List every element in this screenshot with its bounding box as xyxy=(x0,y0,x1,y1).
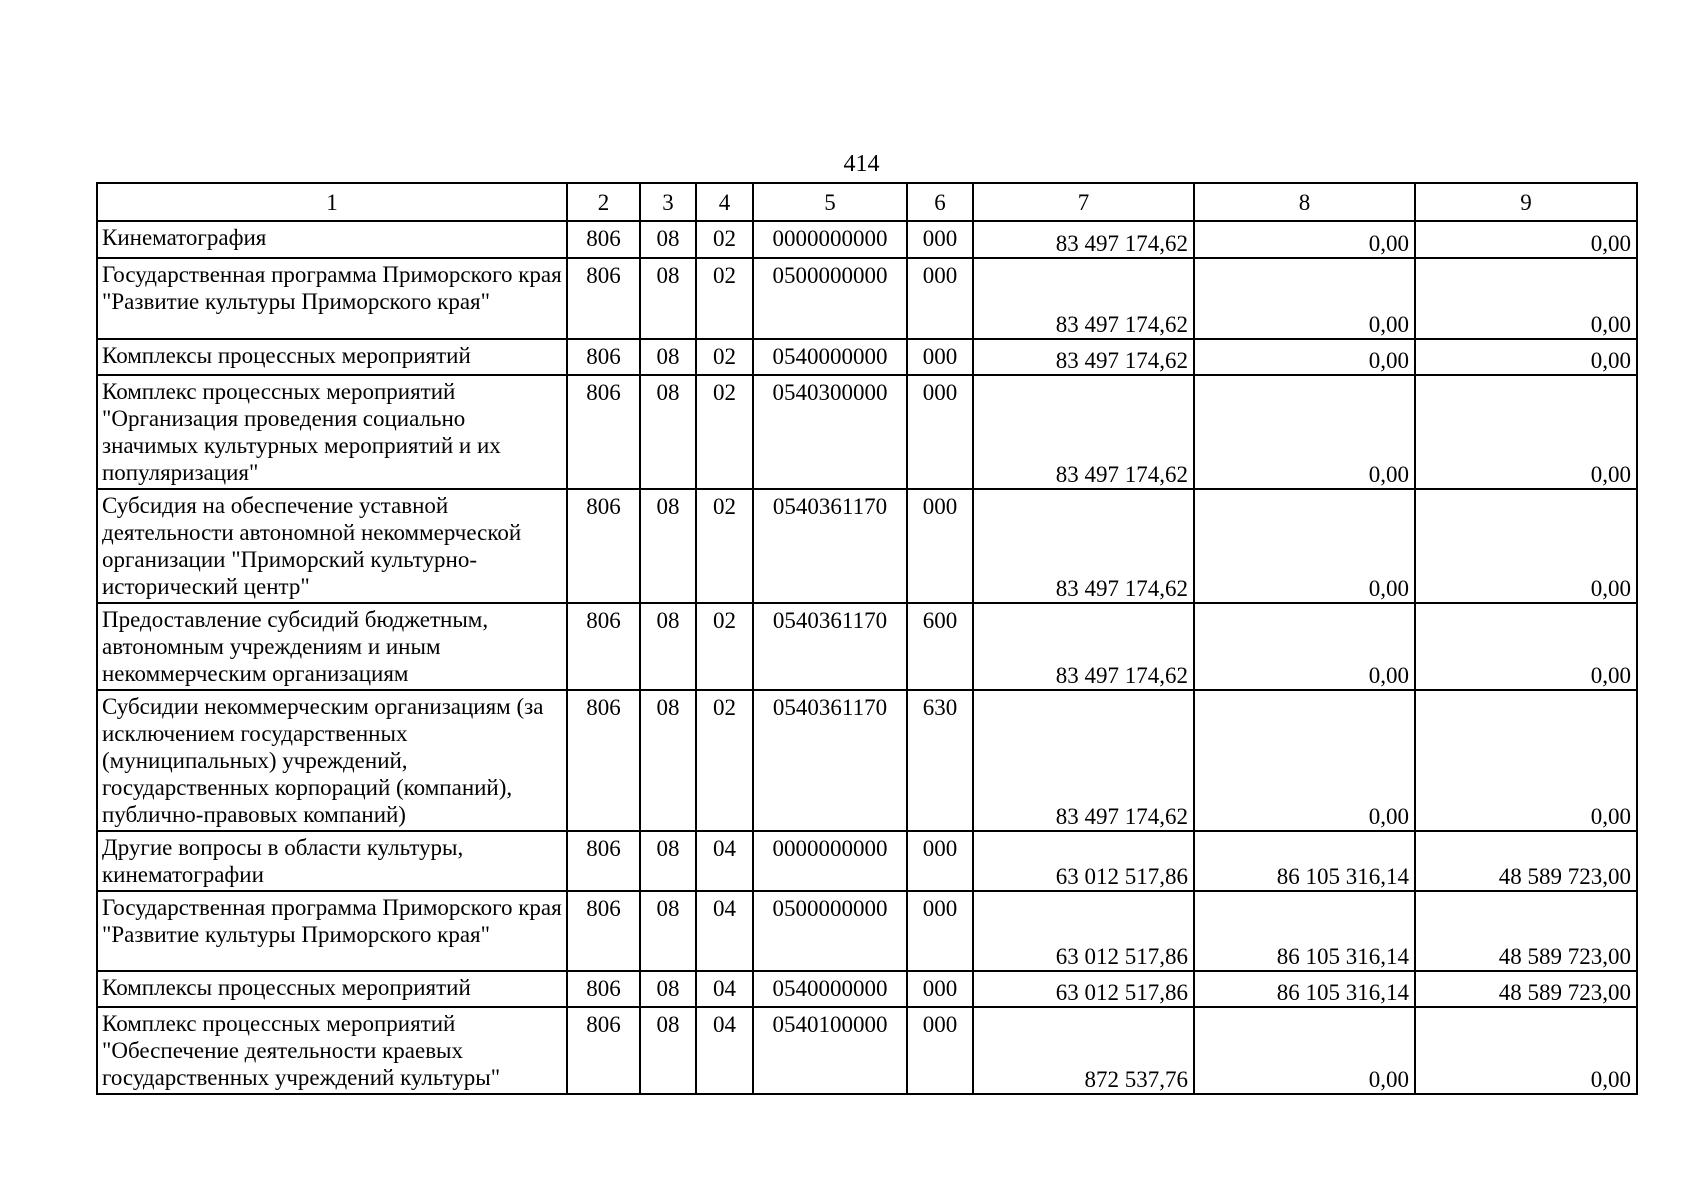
ministry-code-cell: 806 xyxy=(567,831,640,891)
section-code-cell: 08 xyxy=(640,831,696,891)
section-code-cell: 08 xyxy=(640,891,696,971)
section-code-cell: 08 xyxy=(640,375,696,489)
item-name-cell: Субсидии некоммерческим организациям (за исключением государственных (муниципальных) учреждений, государственных корпораций (компаний), публично-правовых компаний) xyxy=(97,690,567,831)
ministry-code-cell: 806 xyxy=(567,221,640,258)
ministry-code-cell: 806 xyxy=(567,375,640,489)
section-code-cell: 08 xyxy=(640,339,696,375)
amount-col8-cell: 0,00 xyxy=(1194,1007,1415,1094)
table-row xyxy=(97,339,1637,375)
table-row xyxy=(97,690,1637,831)
expense-type-code-cell: 000 xyxy=(907,221,973,258)
ministry-code-cell: 806 xyxy=(567,690,640,831)
target-article-code-cell: 0500000000 xyxy=(753,891,907,971)
expense-type-code-cell: 000 xyxy=(907,339,973,375)
item-name-cell: Государственная программа Приморского края "Развитие культуры Приморского края" xyxy=(97,258,567,339)
expense-type-code-cell: 000 xyxy=(907,489,973,603)
header-cell: 1 xyxy=(97,183,567,221)
expense-type-code-cell: 000 xyxy=(907,891,973,971)
section-code-cell: 08 xyxy=(640,603,696,690)
amount-col7-cell: 83 497 174,62 xyxy=(973,489,1194,603)
subsection-code-cell: 02 xyxy=(696,339,753,375)
table-row xyxy=(97,971,1637,1007)
target-article-code-cell: 0540300000 xyxy=(753,375,907,489)
item-name-cell: Комплексы процессных мероприятий xyxy=(97,971,567,1007)
item-name-cell: Предоставление субсидий бюджетным, автономным учреждениям и иным некоммерческим организациям xyxy=(97,603,567,690)
amount-col8-cell: 0,00 xyxy=(1194,603,1415,690)
expense-type-code-cell: 000 xyxy=(907,258,973,339)
amount-col8-cell: 86 105 316,14 xyxy=(1194,971,1415,1007)
amount-col9-cell: 0,00 xyxy=(1415,258,1637,339)
page-number: 414 xyxy=(843,151,880,177)
amount-col8-cell: 0,00 xyxy=(1194,489,1415,603)
section-code-cell: 08 xyxy=(640,221,696,258)
expense-type-code-cell: 000 xyxy=(907,971,973,1007)
expense-type-code-cell: 600 xyxy=(907,603,973,690)
amount-col7-cell: 83 497 174,62 xyxy=(973,603,1194,690)
target-article-code-cell: 0000000000 xyxy=(753,221,907,258)
table-row xyxy=(97,891,1637,971)
item-name-cell: Другие вопросы в области культуры, кинематографии xyxy=(97,831,567,891)
table-body xyxy=(97,183,1637,1094)
header-cell: 7 xyxy=(973,183,1194,221)
target-article-code-cell: 0540000000 xyxy=(753,971,907,1007)
ministry-code-cell: 806 xyxy=(567,339,640,375)
table-row xyxy=(97,489,1637,603)
amount-col7-cell: 872 537,76 xyxy=(973,1007,1194,1094)
target-article-code-cell: 0540361170 xyxy=(753,690,907,831)
header-cell: 9 xyxy=(1415,183,1637,221)
header-cell: 8 xyxy=(1194,183,1415,221)
item-name-cell: Комплексы процессных мероприятий xyxy=(97,339,567,375)
subsection-code-cell: 04 xyxy=(696,971,753,1007)
header-row xyxy=(97,183,1637,221)
item-name-cell: Субсидия на обеспечение уставной деятельности автономной некоммерческой организации "Приморский культурно-исторический центр" xyxy=(97,489,567,603)
amount-col7-cell: 83 497 174,62 xyxy=(973,690,1194,831)
expense-type-code-cell: 000 xyxy=(907,1007,973,1094)
table-row xyxy=(97,258,1637,339)
target-article-code-cell: 0500000000 xyxy=(753,258,907,339)
amount-col9-cell: 0,00 xyxy=(1415,221,1637,258)
table-row xyxy=(97,831,1637,891)
ministry-code-cell: 806 xyxy=(567,1007,640,1094)
target-article-code-cell: 0000000000 xyxy=(753,831,907,891)
amount-col9-cell: 0,00 xyxy=(1415,690,1637,831)
subsection-code-cell: 02 xyxy=(696,258,753,339)
amount-col9-cell: 0,00 xyxy=(1415,489,1637,603)
amount-col7-cell: 83 497 174,62 xyxy=(973,221,1194,258)
subsection-code-cell: 02 xyxy=(696,375,753,489)
table-row xyxy=(97,603,1637,690)
amount-col7-cell: 83 497 174,62 xyxy=(973,375,1194,489)
item-name-cell: Комплекс процессных мероприятий "Обеспечение деятельности краевых государственных учреждений культуры" xyxy=(97,1007,567,1094)
amount-col8-cell: 86 105 316,14 xyxy=(1194,831,1415,891)
amount-col9-cell: 48 589 723,00 xyxy=(1415,971,1637,1007)
section-code-cell: 08 xyxy=(640,971,696,1007)
amount-col8-cell: 0,00 xyxy=(1194,375,1415,489)
subsection-code-cell: 02 xyxy=(696,489,753,603)
amount-col7-cell: 63 012 517,86 xyxy=(973,831,1194,891)
amount-col7-cell: 63 012 517,86 xyxy=(973,891,1194,971)
expense-type-code-cell: 000 xyxy=(907,831,973,891)
ministry-code-cell: 806 xyxy=(567,971,640,1007)
header-cell: 3 xyxy=(640,183,696,221)
amount-col8-cell: 0,00 xyxy=(1194,258,1415,339)
ministry-code-cell: 806 xyxy=(567,603,640,690)
ministry-code-cell: 806 xyxy=(567,891,640,971)
subsection-code-cell: 02 xyxy=(696,603,753,690)
budget-table xyxy=(96,182,1638,1095)
amount-col8-cell: 0,00 xyxy=(1194,339,1415,375)
header-cell: 6 xyxy=(907,183,973,221)
amount-col9-cell: 48 589 723,00 xyxy=(1415,831,1637,891)
amount-col8-cell: 0,00 xyxy=(1194,221,1415,258)
amount-col9-cell: 0,00 xyxy=(1415,603,1637,690)
subsection-code-cell: 04 xyxy=(696,831,753,891)
header-cell: 5 xyxy=(753,183,907,221)
subsection-code-cell: 02 xyxy=(696,221,753,258)
subsection-code-cell: 02 xyxy=(696,690,753,831)
amount-col7-cell: 83 497 174,62 xyxy=(973,339,1194,375)
section-code-cell: 08 xyxy=(640,258,696,339)
expense-type-code-cell: 000 xyxy=(907,375,973,489)
item-name-cell: Комплекс процессных мероприятий "Организация проведения социально значимых культурных мероприятий и их популяризация" xyxy=(97,375,567,489)
amount-col7-cell: 83 497 174,62 xyxy=(973,258,1194,339)
amount-col8-cell: 0,00 xyxy=(1194,690,1415,831)
amount-col9-cell: 0,00 xyxy=(1415,1007,1637,1094)
ministry-code-cell: 806 xyxy=(567,489,640,603)
header-cell: 2 xyxy=(567,183,640,221)
amount-col9-cell: 48 589 723,00 xyxy=(1415,891,1637,971)
subsection-code-cell: 04 xyxy=(696,1007,753,1094)
section-code-cell: 08 xyxy=(640,489,696,603)
table-row xyxy=(97,221,1637,258)
header-cell: 4 xyxy=(696,183,753,221)
table-row xyxy=(97,375,1637,489)
amount-col9-cell: 0,00 xyxy=(1415,339,1637,375)
subsection-code-cell: 04 xyxy=(696,891,753,971)
target-article-code-cell: 0540000000 xyxy=(753,339,907,375)
section-code-cell: 08 xyxy=(640,690,696,831)
ministry-code-cell: 806 xyxy=(567,258,640,339)
section-code-cell: 08 xyxy=(640,1007,696,1094)
target-article-code-cell: 0540361170 xyxy=(753,603,907,690)
expense-type-code-cell: 630 xyxy=(907,690,973,831)
target-article-code-cell: 0540361170 xyxy=(753,489,907,603)
amount-col7-cell: 63 012 517,86 xyxy=(973,971,1194,1007)
amount-col8-cell: 86 105 316,14 xyxy=(1194,891,1415,971)
amount-col9-cell: 0,00 xyxy=(1415,375,1637,489)
target-article-code-cell: 0540100000 xyxy=(753,1007,907,1094)
item-name-cell: Государственная программа Приморского края "Развитие культуры Приморского края" xyxy=(97,891,567,971)
table-row xyxy=(97,1007,1637,1094)
item-name-cell: Кинематография xyxy=(97,221,567,258)
